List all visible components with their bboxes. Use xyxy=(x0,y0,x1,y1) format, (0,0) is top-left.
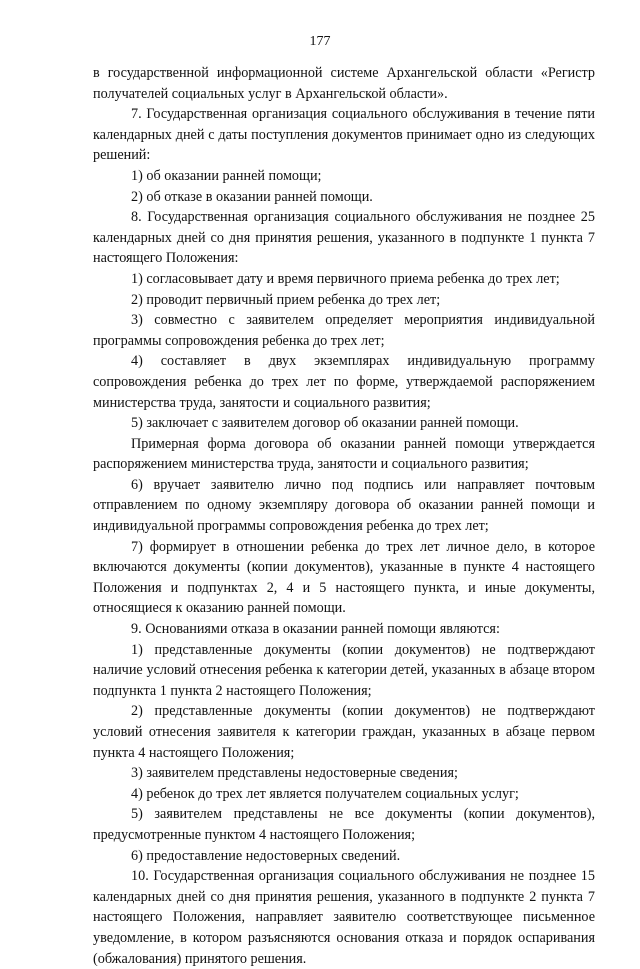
paragraph: 7. Государственная организация социального обслуживания в течение пяти календарных дней с даты поступления документов принимает одно из следующих решений: xyxy=(93,106,595,164)
list-item: 4) составляет в двух экземплярах индивидуальную программу сопровождения ребенка до трех лет по форме, утверждаемой распоряжением министерства труда, занятости и социального развития; xyxy=(93,353,595,411)
paragraph: 9. Основаниями отказа в оказании ранней помощи являются: xyxy=(131,621,500,638)
list-item: 2) об отказе в оказании ранней помощи. xyxy=(131,188,373,205)
paragraph: 8. Государственная организация социального обслуживания не позднее 25 календарных дней со дня принятия решения, указанного в подпункте 1 пункта 7 настоящего Положения: xyxy=(93,209,595,267)
list-item: 3) заявителем представлены недостоверные сведения; xyxy=(131,765,458,782)
document-body xyxy=(93,63,595,969)
paragraph: в государственной информационной системе Архангельской области «Регистр получателей социальных услуг в Архангельской области». xyxy=(93,65,595,102)
list-item: 3) совместно с заявителем определяет мероприятия индивидуальной программы сопровождения ребенка до трех лет; xyxy=(93,312,595,349)
list-item: 7) формирует в отношении ребенка до трех лет личное дело, в которое включаются документы (копии документов), указанные в пункте 4 настоящего Положения и подпунктах 2, 4 и 5 настоящего пункта, и иные документы, относящиеся к оказанию ранней помощи. xyxy=(93,538,595,617)
list-item: 6) вручает заявителю лично под подпись или направляет почтовым отправлением по одному экземпляру договора об оказании ранней помощи и индивидуальной программы сопровождения ребенка до трех лет; xyxy=(93,476,595,535)
list-item: 1) согласовывает дату и время первичного приема ребенка до трех лет; xyxy=(131,270,560,287)
paragraph: 10. Государственная организация социального обслуживания не позднее 15 календарных дней со дня принятия решения, указанного в подпункте 2 пункта 7 настоящего Положения, направляет заявителю соответствующее письменное уведомление, в котором разъясняются основания отказа и порядок оспаривания (обжалования) принятого решения. xyxy=(93,868,595,967)
list-item: 5) заключает с заявителем договор об оказании ранней помощи. xyxy=(131,415,519,432)
page-number: 177 xyxy=(309,34,331,49)
list-item: 6) предоставление недостоверных сведений. xyxy=(131,847,401,864)
list-item: 1) представленные документы (копии документов) не подтверждают наличие условий отнесения ребенка к категории детей, указанных в абзаце втором подпункта 1 пункта 2 настоящего Положения; xyxy=(93,641,595,699)
list-item: 2) представленные документы (копии документов) не подтверждают условий отнесения заявителя к категории граждан, указанных в абзаце первом пункта 4 настоящего Положения; xyxy=(93,703,595,761)
list-item: 2) проводит первичный прием ребенка до трех лет; xyxy=(131,291,441,308)
list-item: 4) ребенок до трех лет является получателем социальных услуг; xyxy=(131,785,519,802)
paragraph: Примерная форма договора об оказании ранней помощи утверждается распоряжением министерства труда, занятости и социального развития; xyxy=(93,435,595,473)
list-item: 5) заявителем представлены не все документы (копии документов), предусмотренные пунктом 4 настоящего Положения; xyxy=(93,806,595,843)
list-item: 1) об оказании ранней помощи; xyxy=(131,167,322,184)
